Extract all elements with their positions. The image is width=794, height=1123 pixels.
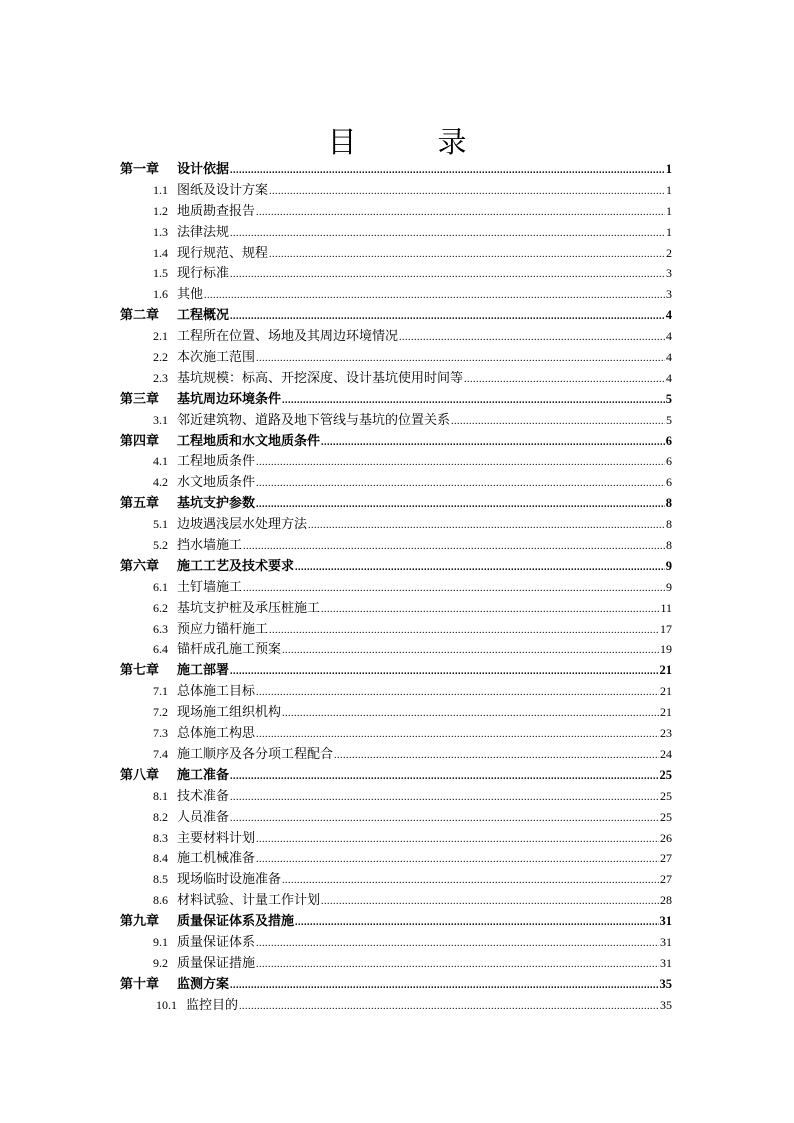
toc-leader-dots — [269, 245, 665, 266]
toc-page-number: 17 — [660, 621, 672, 636]
toc-page-number: 25 — [660, 809, 672, 824]
toc-entry-number: 1.2 — [153, 203, 168, 218]
toc-page-number: 6 — [666, 454, 672, 469]
toc-entry-number: 1.3 — [153, 224, 168, 239]
toc-page-number: 19 — [660, 642, 672, 657]
toc-page-number: 27 — [660, 851, 672, 866]
toc-section-entry[interactable] — [120, 744, 672, 765]
toc-page-number: 5 — [666, 412, 672, 427]
toc-entry-title: 工程地质和水文地质条件 — [177, 433, 321, 449]
toc-entry-number: 第一章 — [120, 162, 160, 177]
toc-entry-number: 9.1 — [153, 934, 168, 949]
toc-entry-title: 地质勘查报告 — [177, 203, 256, 219]
toc-entry-title: 总体施工目标 — [177, 684, 256, 700]
toc-page-number: 1 — [666, 182, 672, 197]
toc-leader-dots — [204, 286, 665, 307]
toc-section-entry[interactable] — [120, 807, 672, 828]
toc-entry-title: 基坑支护桩及承压桩施工 — [177, 600, 321, 616]
toc-entry-title: 监控目的 — [186, 997, 239, 1013]
toc-page-number: 31 — [660, 934, 672, 949]
toc-leader-dots — [256, 203, 665, 224]
toc-leader-dots — [256, 495, 665, 516]
toc-entry-number: 第五章 — [120, 496, 160, 512]
toc-page-number: 8 — [666, 517, 672, 532]
toc-chapter-entry[interactable] — [120, 556, 672, 577]
toc-entry-title: 法律法规 — [177, 224, 230, 240]
toc-entry-title: 土钉墙施工 — [177, 579, 243, 595]
toc-page-number: 3 — [666, 287, 672, 302]
toc-leader-dots — [256, 934, 659, 955]
document-title: 目 录 — [327, 125, 493, 159]
toc-leader-dots — [230, 788, 659, 809]
toc-entry-title: 技术准备 — [177, 788, 230, 804]
toc-chapter-entry[interactable] — [120, 660, 672, 681]
toc-entry-number: 8.3 — [153, 830, 168, 845]
toc-page-number: 1 — [666, 224, 672, 239]
toc-leader-dots — [295, 558, 665, 579]
toc-page-number: 26 — [660, 830, 672, 845]
toc-leader-dots — [334, 746, 659, 767]
toc-entry-title: 主要材料计划 — [177, 830, 256, 846]
toc-section-entry[interactable] — [120, 953, 672, 974]
toc-section-entry[interactable] — [120, 326, 672, 347]
toc-leader-dots — [464, 370, 665, 391]
toc-entry-number: 7.4 — [153, 746, 168, 761]
toc-leader-dots — [321, 600, 659, 621]
toc-section-entry[interactable] — [120, 639, 672, 660]
toc-entry-title: 现行规范、规程 — [177, 245, 269, 261]
toc-entry-number: 8.1 — [153, 788, 168, 803]
toc-entry-title: 质量保证体系及措施 — [177, 914, 295, 930]
toc-entry-title: 边坡遇浅层水处理方法 — [177, 517, 308, 533]
toc-page-number: 28 — [660, 893, 672, 908]
toc-page-number: 21 — [660, 684, 672, 699]
toc-entry-title: 施工工艺及技术要求 — [177, 558, 295, 574]
toc-entry-title: 人员准备 — [177, 809, 230, 825]
toc-entry-number: 8.4 — [153, 851, 168, 866]
toc-page-number: 21 — [660, 705, 672, 720]
toc-page-number: 9 — [666, 579, 672, 594]
toc-entry-number: 9.2 — [153, 955, 168, 970]
toc-chapter-entry[interactable] — [120, 765, 672, 786]
toc-entry-number: 8.6 — [153, 893, 168, 908]
toc-entry-title: 水文地质条件 — [177, 475, 256, 491]
toc-leader-dots — [256, 474, 665, 495]
toc-chapter-entry[interactable] — [120, 159, 672, 180]
toc-entry-title: 现行标准 — [177, 266, 230, 282]
toc-entry-number: 2.3 — [153, 370, 168, 385]
toc-section-entry[interactable] — [120, 723, 672, 744]
toc-entry-number: 5.2 — [153, 538, 168, 553]
toc-entry-number: 8.5 — [153, 872, 168, 887]
toc-leader-dots — [321, 892, 659, 913]
toc-entry-title: 现场施工组织机构 — [177, 705, 282, 721]
toc-entry-title: 锚杆成孔施工预案 — [177, 642, 282, 658]
toc-chapter-entry[interactable] — [120, 493, 672, 514]
toc-entry-number: 7.1 — [153, 684, 168, 699]
toc-section-entry[interactable] — [120, 243, 672, 264]
toc-leader-dots — [282, 391, 665, 412]
toc-page-number: 4 — [666, 329, 672, 344]
toc-section-entry[interactable] — [120, 222, 672, 243]
toc-leader-dots — [399, 328, 665, 349]
toc-entry-title: 基坑规模：标高、开挖深度、设计基坑使用时间等 — [177, 370, 464, 386]
toc-leader-dots — [321, 433, 665, 454]
toc-chapter-entry[interactable] — [120, 389, 672, 410]
toc-section-entry[interactable] — [120, 786, 672, 807]
toc-leader-dots — [256, 453, 665, 474]
toc-entry-number: 第二章 — [120, 308, 160, 324]
toc-section-entry[interactable] — [120, 514, 672, 535]
toc-entry-title: 总体施工构思 — [177, 726, 256, 742]
toc-entry-title: 现场临时设施准备 — [177, 872, 282, 888]
toc-leader-dots — [243, 579, 665, 600]
toc-page-number: 6 — [666, 475, 672, 490]
toc-section-entry[interactable] — [120, 619, 672, 640]
toc-leader-dots — [256, 349, 665, 370]
toc-page-number: 31 — [660, 955, 672, 970]
toc-page-number: 4 — [666, 370, 672, 385]
toc-entry-number: 第八章 — [120, 767, 160, 783]
toc-entry-number: 6.3 — [153, 621, 168, 636]
toc-page-number: 25 — [659, 767, 672, 782]
toc-entry-title: 工程地质条件 — [177, 454, 256, 470]
toc-leader-dots — [282, 871, 659, 892]
toc-page-number: 2 — [666, 245, 672, 260]
toc-entry-number: 1.4 — [153, 245, 168, 260]
toc-page-number: 27 — [660, 872, 672, 887]
toc-page-number: 5 — [665, 391, 672, 406]
toc-entry-title: 质量保证体系 — [177, 934, 256, 950]
toc-section-entry[interactable] — [120, 598, 672, 619]
toc-section-entry[interactable] — [120, 535, 672, 556]
toc-leader-dots — [230, 662, 658, 683]
toc-entry-title: 其他 — [177, 287, 204, 303]
toc-entry-number: 第九章 — [120, 914, 160, 930]
toc-section-entry[interactable] — [120, 890, 672, 911]
toc-entry-number: 8.2 — [153, 809, 168, 824]
toc-page-number: 6 — [665, 433, 672, 448]
toc-entry-number: 6.1 — [153, 579, 168, 594]
toc-leader-dots — [256, 725, 659, 746]
toc-entry-title: 施工准备 — [177, 767, 230, 783]
toc-page-number: 31 — [659, 914, 672, 929]
toc-entry-title: 图纸及设计方案 — [177, 182, 269, 198]
toc-chapter-entry[interactable] — [120, 911, 672, 932]
toc-page-number: 24 — [660, 746, 672, 761]
toc-entry-number: 6.2 — [153, 600, 168, 615]
toc-section-entry[interactable] — [120, 201, 672, 222]
toc-entry-number: 第十章 — [120, 976, 160, 992]
toc-section-entry[interactable] — [120, 702, 672, 723]
toc-leader-dots — [230, 224, 665, 245]
toc-entry-title: 邻近建筑物、道路及地下管线与基坑的位置关系 — [177, 412, 451, 428]
toc-entry-number: 1.6 — [153, 287, 168, 302]
toc-leader-dots — [230, 767, 658, 788]
toc-leader-dots — [308, 516, 665, 537]
toc-entry-number: 第七章 — [120, 663, 160, 679]
toc-leader-dots — [256, 830, 659, 851]
toc-page-number: 35 — [659, 976, 672, 991]
toc-leader-dots — [230, 809, 659, 830]
toc-section-entry[interactable] — [120, 284, 672, 305]
toc-entry-title: 基坑支护参数 — [177, 496, 256, 512]
toc-chapter-entry[interactable] — [120, 974, 672, 995]
toc-entry-number: 3.1 — [153, 412, 168, 427]
toc-leader-dots — [230, 976, 658, 997]
toc-leader-dots — [230, 161, 665, 182]
toc-section-entry[interactable] — [120, 828, 672, 849]
toc-entry-title: 基坑周边环境条件 — [177, 391, 282, 407]
toc-section-entry[interactable] — [120, 577, 672, 598]
toc-entry-title: 施工部署 — [177, 663, 230, 679]
toc-entry-title: 监测方案 — [177, 976, 230, 992]
toc-page-number: 35 — [660, 997, 672, 1012]
toc-leader-dots — [269, 621, 659, 642]
toc-entry-number: 7.3 — [153, 726, 168, 741]
toc-section-entry[interactable] — [120, 472, 672, 493]
toc-section-entry[interactable] — [120, 410, 672, 431]
toc-entry-title: 施工机械准备 — [177, 851, 256, 867]
toc-page-number: 25 — [660, 788, 672, 803]
toc-page-number: 8 — [665, 496, 672, 511]
toc-entry-number: 第六章 — [120, 558, 160, 574]
toc-entry-number: 10.1 — [156, 997, 177, 1012]
toc-leader-dots — [239, 997, 659, 1018]
toc-entry-number: 1.5 — [153, 266, 168, 281]
toc-entry-title: 材料试验、计量工作计划 — [177, 893, 321, 909]
toc-section-entry[interactable] — [120, 848, 672, 869]
toc-entry-number: 5.1 — [153, 517, 168, 532]
toc-leader-dots — [256, 683, 659, 704]
toc-page-number: 8 — [666, 538, 672, 553]
toc-chapter-entry[interactable] — [120, 305, 672, 326]
toc-section-entry[interactable] — [120, 681, 672, 702]
toc-section-entry[interactable] — [120, 263, 672, 284]
toc-page-number: 21 — [659, 663, 672, 678]
toc-entry-number: 2.2 — [153, 350, 168, 365]
toc-entry-number: 4.1 — [153, 454, 168, 469]
table-of-contents — [120, 159, 672, 1016]
toc-leader-dots — [256, 955, 659, 976]
toc-entry-title: 本次施工范围 — [177, 350, 256, 366]
toc-entry-number: 第三章 — [120, 391, 160, 407]
toc-leader-dots — [295, 913, 658, 934]
toc-section-entry[interactable] — [120, 932, 672, 953]
toc-entry-title: 设计依据 — [177, 162, 230, 177]
toc-entry-number: 4.2 — [153, 475, 168, 490]
toc-page-number: 9 — [665, 558, 672, 573]
toc-entry-title: 工程所在位置、场地及其周边环境情况 — [177, 329, 399, 345]
toc-entry-title: 预应力锚杆施工 — [177, 621, 269, 637]
toc-leader-dots — [282, 704, 659, 725]
toc-entry-number: 第四章 — [120, 433, 160, 449]
toc-leader-dots — [269, 182, 665, 203]
toc-section-entry[interactable] — [120, 995, 672, 1016]
toc-page-number: 4 — [665, 308, 672, 323]
toc-entry-number: 1.1 — [153, 182, 168, 197]
toc-entry-number: 2.1 — [153, 329, 168, 344]
toc-leader-dots — [451, 412, 665, 433]
toc-page-number: 4 — [666, 350, 672, 365]
toc-leader-dots — [230, 307, 665, 328]
toc-chapter-entry[interactable] — [120, 431, 672, 452]
toc-leader-dots — [230, 265, 665, 286]
toc-entry-number: 6.4 — [153, 642, 168, 657]
toc-section-entry[interactable] — [120, 180, 672, 201]
toc-entry-title: 工程概况 — [177, 308, 230, 324]
toc-section-entry[interactable] — [120, 869, 672, 890]
toc-leader-dots — [282, 641, 659, 662]
toc-leader-dots — [243, 537, 665, 558]
toc-entry-title: 施工顺序及各分项工程配合 — [177, 746, 334, 762]
toc-leader-dots — [256, 850, 659, 871]
toc-entry-number: 7.2 — [153, 705, 168, 720]
toc-page-number: 11 — [660, 600, 672, 615]
toc-entry-title: 质量保证措施 — [177, 955, 256, 971]
toc-page-number: 23 — [660, 726, 672, 741]
toc-page-number: 3 — [666, 266, 672, 281]
toc-page-number: 1 — [666, 203, 672, 218]
toc-section-entry[interactable] — [120, 347, 672, 368]
toc-page-number: 1 — [665, 162, 672, 176]
toc-entry-title: 挡水墙施工 — [177, 538, 243, 554]
toc-section-entry[interactable] — [120, 368, 672, 389]
toc-section-entry[interactable] — [120, 451, 672, 472]
